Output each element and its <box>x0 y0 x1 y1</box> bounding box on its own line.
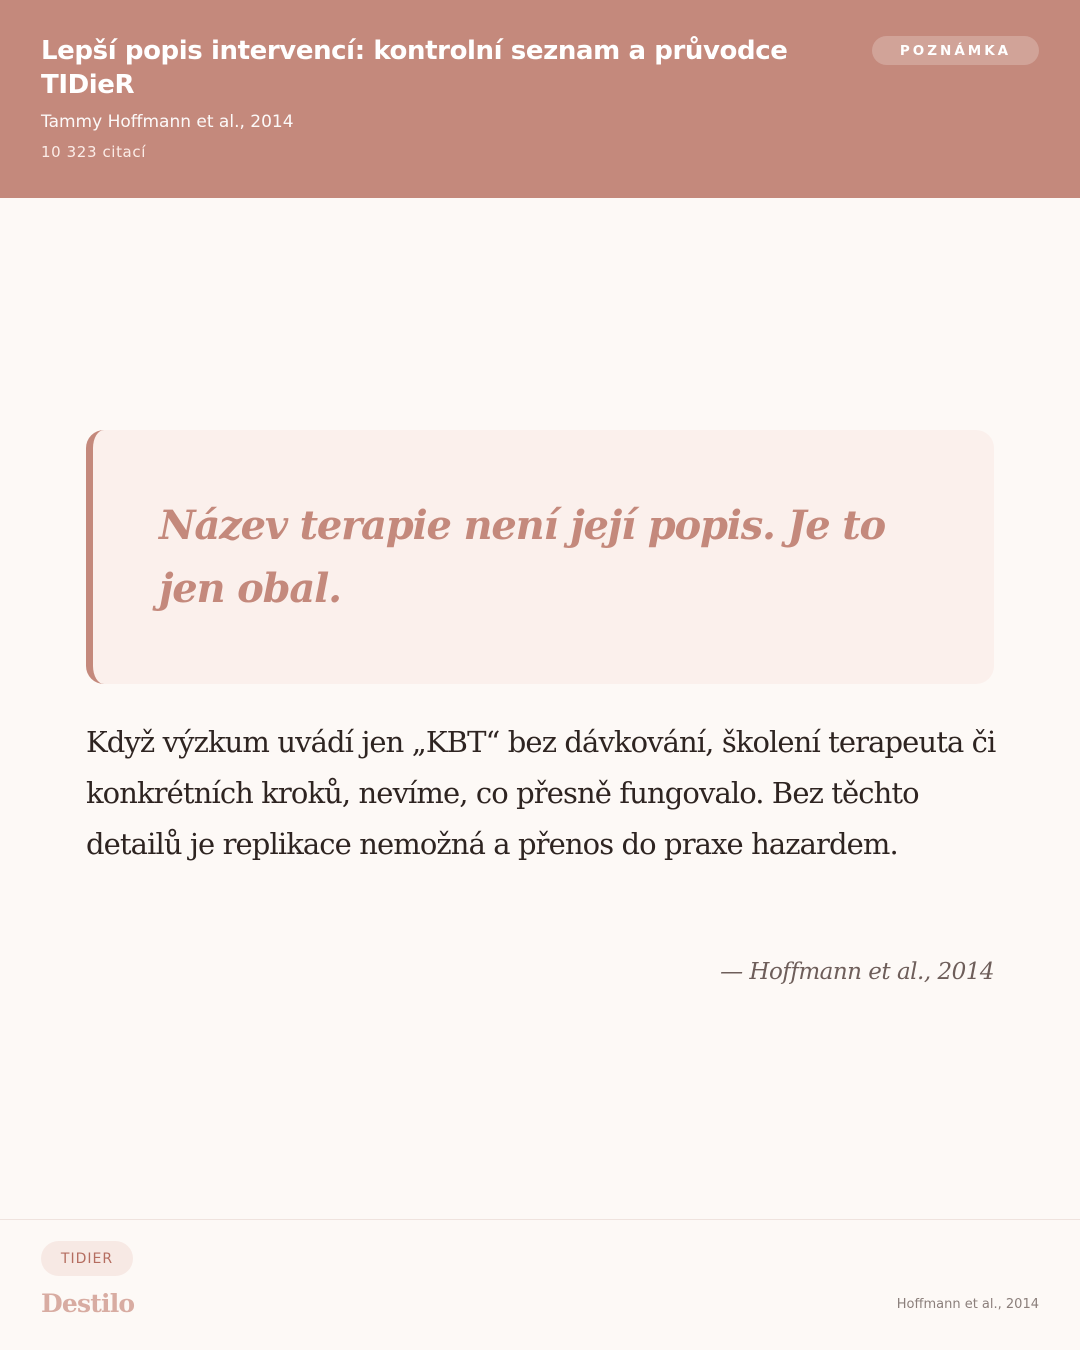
topic-tag[interactable]: TIDIER <box>41 1241 133 1276</box>
pull-quote-text: Název terapie není její popis. Je to jen obal. <box>159 502 885 612</box>
paper-title: Lepší popis intervencí: kontrolní seznam a průvodce TIDieR <box>41 36 788 100</box>
header-banner <box>0 0 1080 198</box>
citation-count: 10 323 citací <box>41 143 146 161</box>
pull-quote <box>86 430 994 684</box>
body-paragraph: Když výzkum uvádí jen „KBT“ bez dávkování, školení terapeuta či konkrétních kroků, nevíme, co přesně fungovalo. Bez těchto detailů je replikace nemožná a přenos do praxe hazardem. <box>86 725 996 861</box>
paper-authors: Tammy Hoffmann et al., 2014 <box>41 112 294 132</box>
brand-logo: Destilo <box>41 1289 135 1318</box>
footer-reference: Hoffmann et al., 2014 <box>896 1297 1039 1312</box>
note-badge: POZNÁMKA <box>872 36 1039 65</box>
quote-attribution: — Hoffmann et al., 2014 <box>720 959 994 985</box>
footer-divider <box>0 1219 1080 1220</box>
